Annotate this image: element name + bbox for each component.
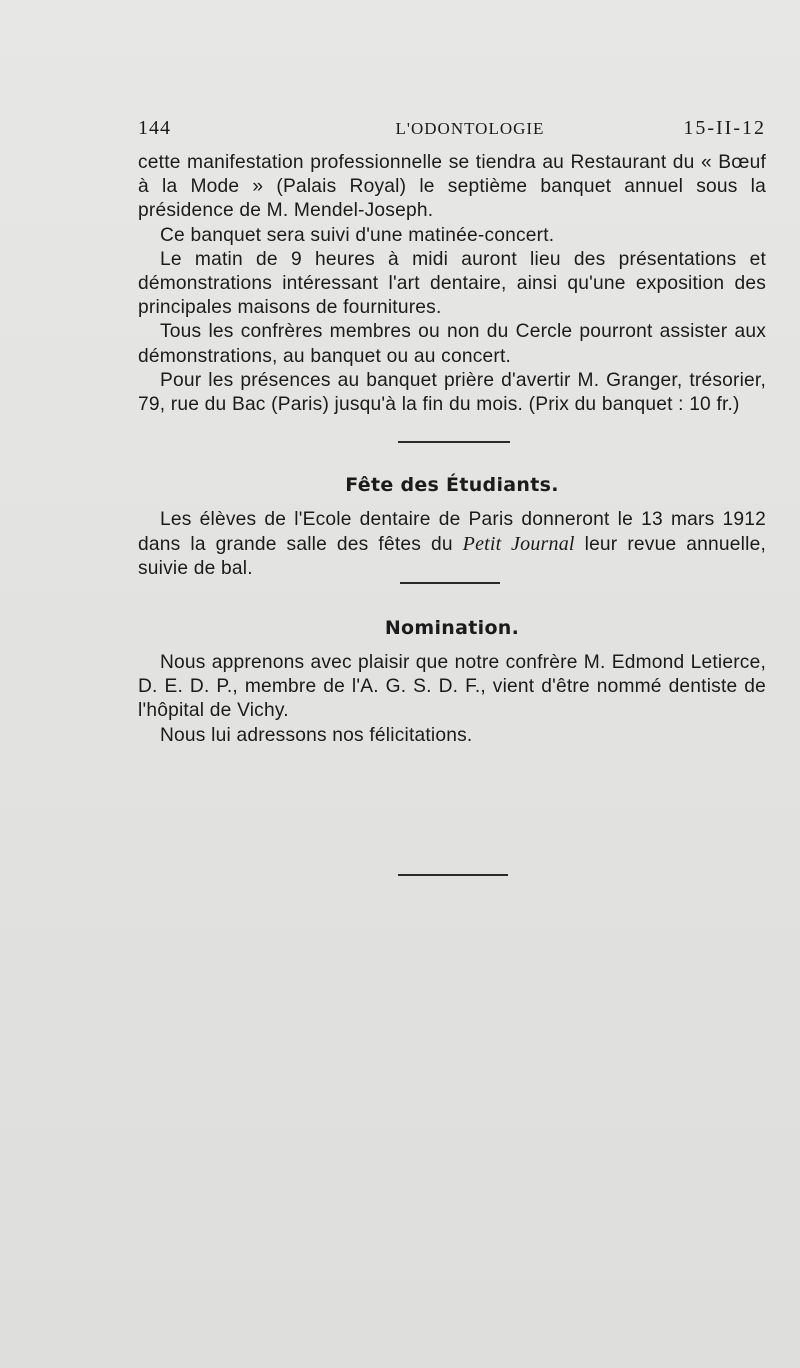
running-header — [138, 117, 766, 143]
paragraph-text: leur revue annuelle, suivie de bal. — [138, 534, 766, 580]
paragraph: Nous apprenons avec plaisir que notre confrère M. Edmond Letierce, D. E. D. P., membre de l'A. G. S. D. F., vient d'être nommé dentiste de l'hôpital de Vichy. — [138, 652, 766, 722]
section-divider — [400, 582, 500, 584]
paragraph: Nous lui adressons nos félicitations. — [160, 724, 473, 746]
newspaper-name: Petit Journal — [462, 533, 575, 556]
paragraph: Pour les présences au banquet prière d'avertir M. Granger, trésorier, 79, rue du Bac (Paris) jusqu'à la fin du mois. (Prix du banquet : 10 fr.) — [138, 369, 766, 416]
paragraph-text: Les élèves de l'Ecole dentaire de Paris donneront le 13 mars 1912 dans la grande salle des fêtes du — [138, 509, 766, 556]
section-divider — [398, 441, 510, 443]
paragraph — [138, 508, 766, 582]
paragraph: Le matin de 9 heures à midi auront lieu des présentations et démonstrations intéressant l'art dentaire, ainsi qu'une exposition des principales maisons de fournitures. — [138, 248, 766, 319]
paragraph: Tous les confrères membres ou non du Cercle pourront assister aux démonstrations, au banquet ou au concert. — [138, 321, 766, 367]
section-title-students: Fête des Étudiants. — [345, 474, 559, 496]
paragraph: Ce banquet sera suivi d'une matinée-concert. — [160, 224, 555, 246]
page-number: 144 — [138, 117, 171, 139]
issue-date: 15-II-12 — [683, 117, 766, 139]
banquet-announcement — [138, 151, 766, 417]
paragraph: cette manifestation professionnelle se tiendra au Restaurant du « Bœuf à la Mode » (Palais Royal) le septième banquet annuel sous la présidence de M. Mendel-Joseph. — [138, 152, 766, 222]
journal-title: L'ODONTOLOGIE — [395, 119, 545, 138]
end-divider — [398, 874, 508, 876]
students-section — [138, 508, 766, 582]
section-title-nomination: Nomination. — [384, 617, 520, 639]
nomination-section — [138, 651, 766, 748]
